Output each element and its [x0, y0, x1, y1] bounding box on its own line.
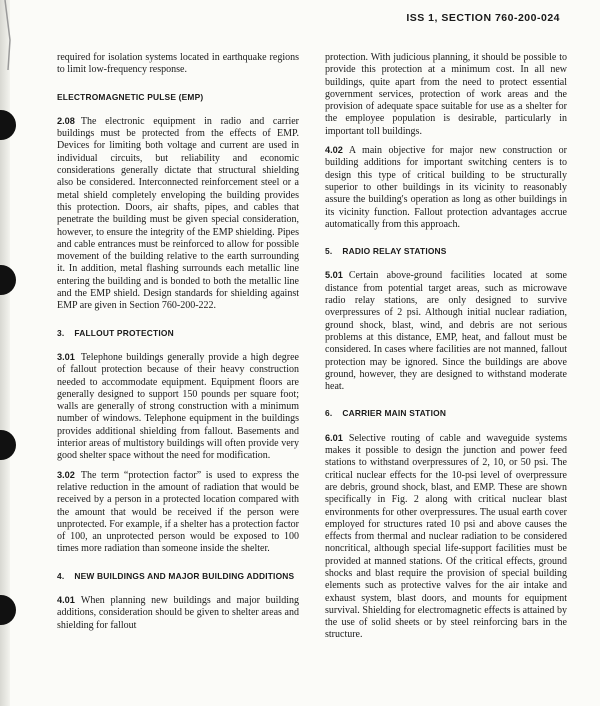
paragraph-text: The electronic equipment in radio and carrier buildings must be protected from the effects of EMP. Devices for limiting both voltage and current are used in individual circuits, but reliability and economic considerations generally dictate that structural shielding also be considered. Interconnected reinforcement steel or a metal shield completely enveloping the building provides this protection. Doors, air shafts, pipes, and cables that penetrate the building must be given special consideration, however, to ensure the integrity of the EMP shielding. Pipes and cable entrances must be reinforced to allow for possible movement of the building relative to the earth surrounding it. In addition, metal flashing surrounds each metallic line entering the building and is bonded to both the metallic line and the EMP shield. Design standards for shielding against EMP are given in Section 760-200-222.	[57, 115, 299, 312]
section-title: FALLOUT PROTECTION	[74, 327, 174, 338]
section-heading-emp: ELECTROMAGNETIC PULSE (EMP)	[57, 91, 204, 102]
section-title: CARRIER MAIN STATION	[342, 408, 447, 419]
paragraph-4-01	[57, 594, 299, 632]
section-number: 3.	[57, 327, 65, 338]
paragraph-3-02	[57, 469, 299, 556]
paragraph-number: 4.02	[325, 145, 343, 156]
paragraph-number: 3.01	[57, 351, 75, 362]
paragraph-text: When planning new buildings and major building additions, consideration should be given to shelter areas and shielding for fallout	[57, 594, 299, 631]
punch-hole	[0, 430, 16, 460]
paragraph-number: 4.01	[57, 594, 75, 605]
punch-hole	[0, 265, 16, 295]
paragraph-text: A main objective for major new construction or building additions for important switching centers is to design this type of critical building to be structurally superior to other buildings in its vicinity to reasonably assure the building's operation as long as other buildings in its vicinity function. Fallout protection advantages accrue automatically from this approach.	[325, 145, 567, 230]
section-number: 5.	[325, 246, 333, 257]
section-heading-6	[325, 407, 567, 419]
section-number: 4.	[57, 570, 65, 581]
paragraph-text: Selective routing of cable and waveguide systems makes it possible to design the junction and power feed stations to withstand overpressures of 2, 10, or 50 psi. The critical nuclear effects for the 10-psi level of overpressure are debris, ground shock, blast, and EMP. These are shown specifically in Fig. 2 along with critical nuclear blast environments for other overpressures. The usual earth cover employed for structures rated 10 psi and above causes the effects from thermal and nuclear radiation to be considered noncritical, although special life-support facilities must be provided at manned stations. Of the critical effects, ground shocks and blast require the provision of special building elements such as protective valves for the air intake and exhaust system, blast doors, and mounts for equipment survival. Shielding for electromagnetic effects is attained by the use of solid sheets or by steel reinforcing bars in the structure.	[325, 432, 567, 641]
section-title: RADIO RELAY STATIONS	[342, 246, 447, 257]
paragraph-text: Certain above-ground facilities located at some distance from potential target areas, such as microwave radio relay stations, are only designed to survive overpressures of 2 psi. Although initial nuclear radiation, ground shock, blast, wind, and debris are not serious problems at this distance, EMP, heat, and fallout must be considered. In cases where facilities are not manned, fallout protection may be ignored. Since the buildings are above ground, however, they are designed to withstand moderate heat.	[325, 270, 567, 393]
page-header: ISS 1, SECTION 760-200-024	[406, 12, 560, 24]
paragraph-number: 5.01	[325, 270, 343, 281]
paragraph-continuation: required for isolation systems located in earthquake regions to limit low-frequency response.	[57, 52, 299, 76]
left-column	[57, 52, 299, 638]
paragraph-number: 3.02	[57, 469, 75, 480]
paragraph-6-01	[325, 432, 567, 642]
margin-scratch-mark	[2, 0, 20, 70]
section-heading-5	[325, 245, 567, 257]
paragraph-text: Telephone buildings generally provide a high degree of fallout protection because of their heavy construction needed to accommodate equipment. Equipment floors are generally designed to support 150 pounds per square foot; walls are generally of strong construction with a minimum number of windows. Telephone equipment in the buildings provides additional shielding from fallout. Basements and interior areas of multistory buildings will often provide very good shelter space without the need for modification.	[57, 351, 299, 462]
section-heading-3	[57, 327, 299, 339]
section-number: 6.	[325, 408, 333, 419]
paragraph-continuation: protection. With judicious planning, it should be possible to provide this protection at a minimum cost. In all new buildings, quite apart from the need to protect essential government services, protection of work areas and the provision of adequate space suitable for use as a shelter for the employee population is desirable, particularly in important toll buildings.	[325, 52, 567, 137]
right-column	[325, 52, 567, 648]
paragraph-5-01	[325, 269, 567, 393]
paragraph-3-01	[57, 351, 299, 463]
paragraph-number: 2.08	[57, 115, 75, 126]
section-title: NEW BUILDINGS AND MAJOR BUILDING ADDITIONS	[74, 570, 295, 581]
paragraph-4-02	[325, 144, 567, 231]
punch-hole	[0, 595, 16, 625]
paragraph-2-08	[57, 115, 299, 313]
paragraph-text: The term “protection factor” is used to express the relative reduction in the amount of radiation that would be received by a person in a protected location compared with the amount that would be received if the person were unprotected. For example, if a shelter has a protection factor of 100, an unprotected person would be exposed to 100 times more radiation than someone inside the shelter.	[57, 469, 299, 555]
paragraph-number: 6.01	[325, 432, 343, 443]
section-heading-4	[57, 570, 299, 582]
punch-hole	[0, 110, 16, 140]
